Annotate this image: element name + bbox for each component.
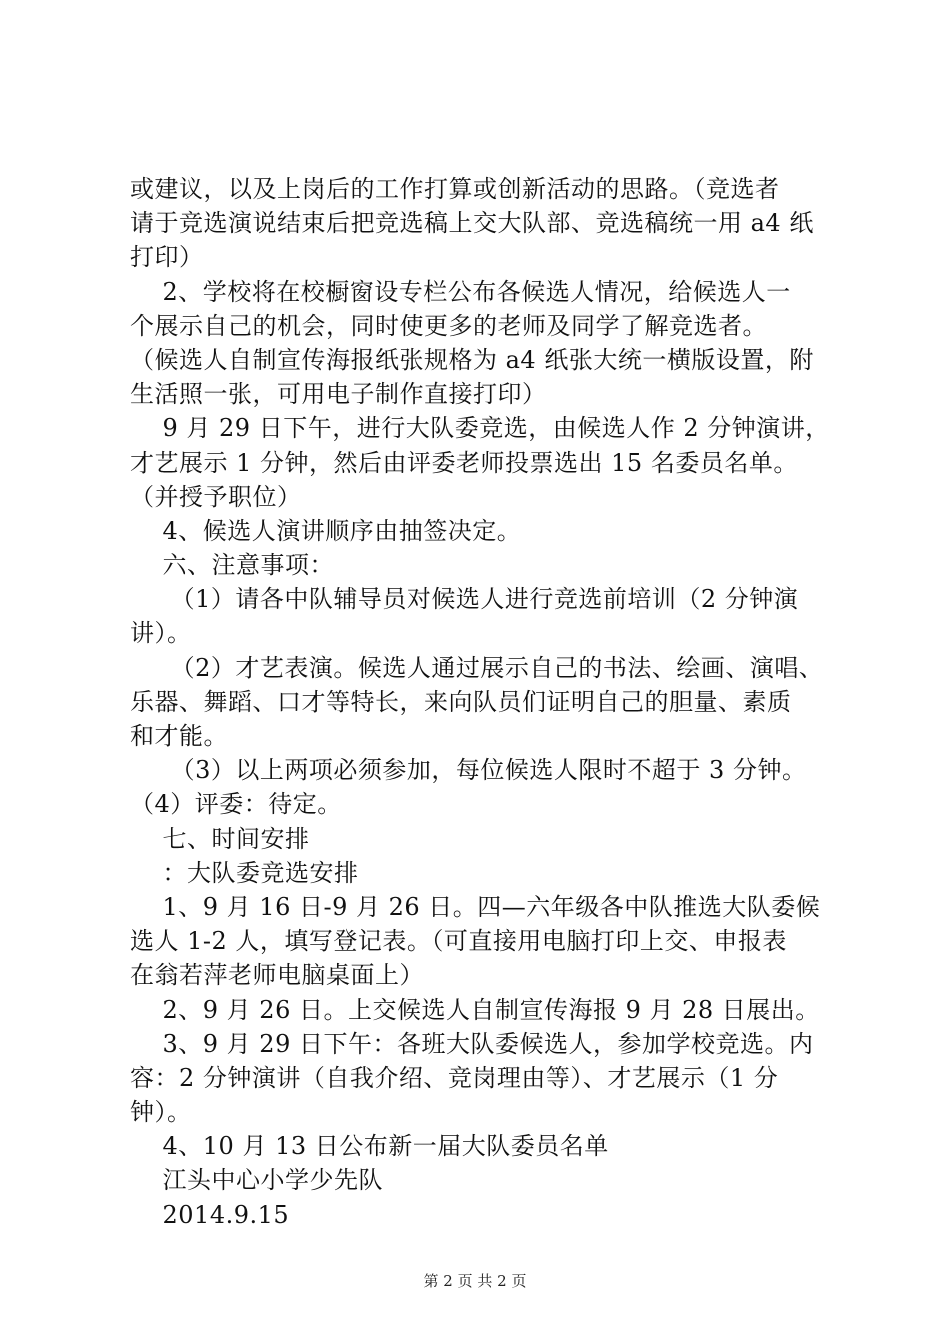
text-line: （3）以上两项必须参加，每位候选人限时不超于 3 分钟。 [130,756,807,785]
document-body [130,172,830,1232]
text-line: 才艺展示 1 分钟，然后由评委老师投票选出 15 名委员名单。 [130,448,798,477]
text-line: 或建议，以及上岗后的工作打算或创新活动的思路。（竞选者 [130,175,780,203]
text-line: 七、时间安排 [130,824,310,853]
text-line: 和才能。 [130,722,228,750]
text-line: 3、9 月 29 日下午：各班大队委候选人，参加学校竞选。内 [130,1029,814,1058]
text-line: ：大队委竞选安排 [130,858,359,887]
text-line: 打印） [130,243,204,272]
text-line: 1、9 月 16 日-9 月 26 日。四—六年级各中队推选大队委候 [130,892,821,921]
text-line: 2、9 月 26 日。上交候选人自制宣传海报 9 月 28 日展出。 [130,995,820,1024]
text-line: 选人 1-2 人，填写登记表。（可直接用电脑打印上交、申报表 [130,927,787,956]
text-line: （1）请各中队辅导员对候选人进行竞选前培训（2 分钟演 [130,585,799,614]
page-footer: 第 2 页 共 2 页 [423,1272,527,1290]
text-line: 9 月 29 日下午，进行大队委竞选，由候选人作 2 分钟演讲， [130,414,830,443]
text-line: 江头中心小学少先队 [130,1166,384,1195]
text-line: 2、学校将在校橱窗设专栏公布各候选人情况，给候选人一 [130,277,791,306]
text-line: 在翁若萍老师电脑桌面上） [130,961,424,990]
text-line: 请于竞选演说结束后把竞选稿上交大队部、竞选稿统一用 a4 纸 [130,209,814,238]
text-line: 钟）。 [130,1098,192,1127]
text-line: 六、注意事项： [130,551,335,580]
text-line: 4、候选人演讲顺序由抽签决定。 [130,516,522,545]
text-line: （候选人自制宣传海报纸张规格为 a4 纸张大统一横版设置，附 [130,345,814,374]
text-line: 个展示自己的机会，同时使更多的老师及同学了解竞选者。 [130,311,767,340]
text-line: 2014.9.15 [130,1200,290,1229]
text-line: 生活照一张，可用电子制作直接打印） [130,380,547,409]
text-line: 讲）。 [130,619,192,648]
text-line: 4、10 月 13 日公布新一届大队委员名单 [130,1132,609,1161]
text-line: （4）评委：待定。 [130,790,342,819]
text-line: 乐器、舞蹈、口才等特长，来向队员们证明自己的胆量、素质 [130,687,792,716]
text-line: （2）才艺表演。候选人通过展示自己的书法、绘画、演唱、 [130,653,824,682]
text-line: 容：2 分钟演讲（自我介绍、竞岗理由等）、才艺展示（1 分 [130,1063,779,1092]
text-line: （并授予职位） [130,482,302,511]
